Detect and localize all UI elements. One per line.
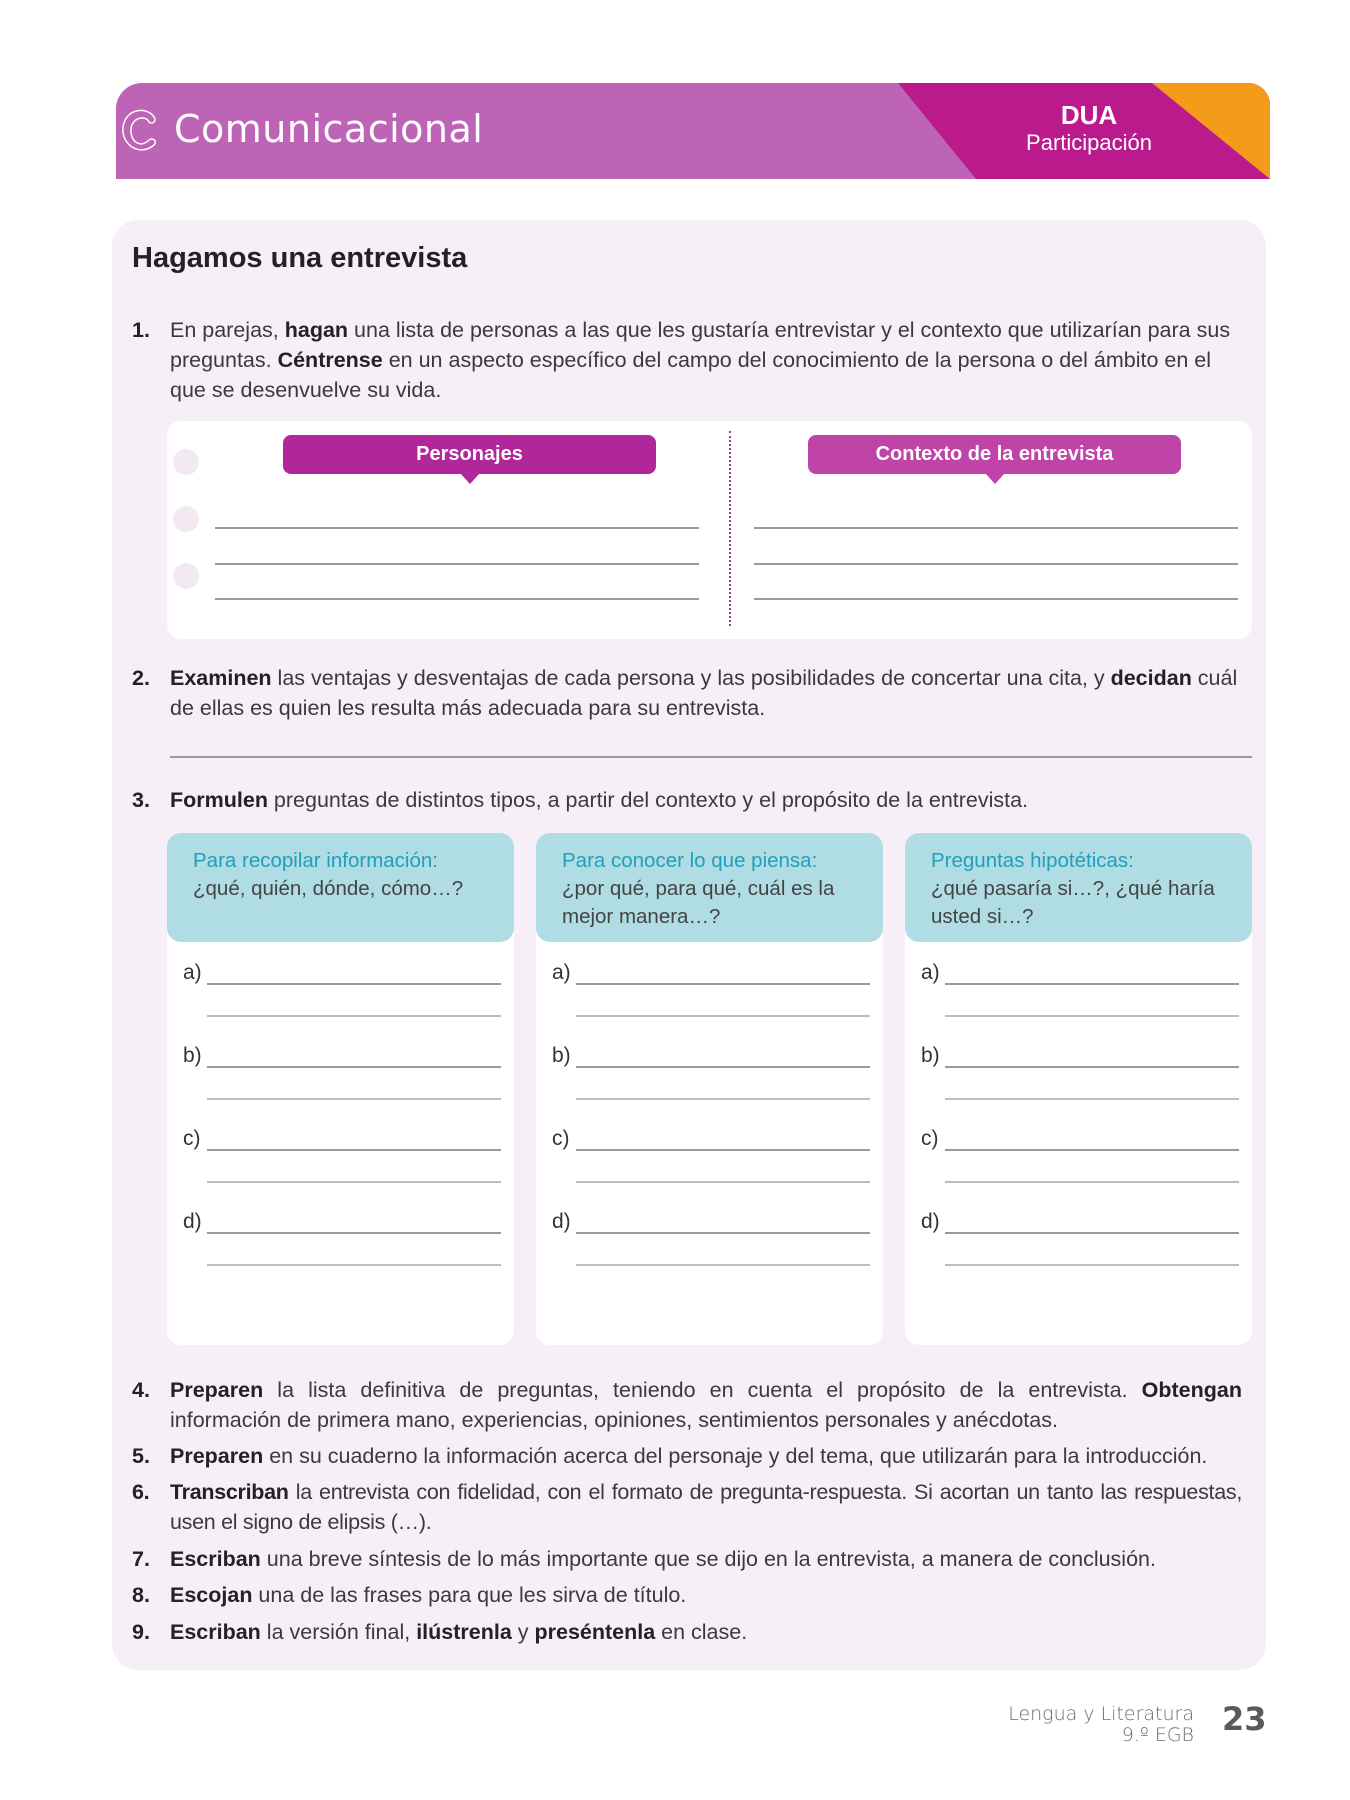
instruction-item-9	[132, 1617, 1242, 1647]
answer-line[interactable]	[576, 1181, 870, 1183]
answer-label: c)	[552, 1127, 570, 1150]
bold-verb: preséntenla	[534, 1620, 656, 1644]
item-number: 3.	[132, 788, 150, 812]
card-title: Para conocer lo que piensa:	[562, 849, 818, 872]
item-text: Escojan una de las frases para que les sirva de título.	[170, 1583, 687, 1607]
answer-line[interactable]	[576, 1149, 870, 1151]
answer-line[interactable]	[945, 1232, 1239, 1234]
decorative-dot	[173, 506, 199, 532]
item-text: Escriban la versión final, ilústrenla y preséntenla en clase.	[170, 1620, 748, 1644]
answer-line[interactable]	[576, 1066, 870, 1068]
item-number: 2.	[132, 666, 150, 690]
instruction-item-5	[132, 1441, 1242, 1471]
answer-label: a)	[921, 961, 940, 984]
answer-line[interactable]	[945, 1066, 1239, 1068]
answer-label: a)	[183, 961, 202, 984]
banner-title: Comunicacional	[174, 107, 484, 151]
item-text: Escriban una breve síntesis de lo más importante que se dijo en la entrevista, a manera de conclusión.	[170, 1547, 1156, 1571]
bold-verb: Preparen	[170, 1444, 264, 1468]
item-text: En parejas, hagan una lista de personas a las que les gustaría entrevistar y el contexto que utilizarían para sus preguntas. Céntrense en un aspecto específico del campo del conocimiento de la persona o del ámbito en el que se desenvuelve su vida.	[170, 318, 1231, 402]
decision-answer-line[interactable]	[170, 756, 1252, 758]
card-subtitle: ¿por qué, para qué, cuál es la mejor manera…?	[562, 877, 835, 928]
answer-line[interactable]	[207, 1015, 501, 1017]
dua-title: DUA	[1060, 100, 1118, 130]
answer-label: c)	[183, 1127, 201, 1150]
answer-line[interactable]	[945, 1181, 1239, 1183]
section-banner	[116, 83, 1270, 179]
dua-subtitle: Participación	[1026, 130, 1152, 155]
item-number: 1.	[132, 318, 150, 342]
personajes-contexto-table	[167, 421, 1252, 639]
contexto-line-3[interactable]	[754, 598, 1238, 600]
card-header	[905, 833, 1252, 942]
answer-line[interactable]	[945, 1264, 1239, 1266]
bold-verb: Escriban	[170, 1547, 261, 1571]
answer-label: d)	[183, 1210, 202, 1233]
instruction-item-2	[132, 663, 1242, 723]
item-number: 4.	[132, 1378, 150, 1402]
bold-verb: ilústrenla	[416, 1620, 512, 1644]
c-logo-icon	[118, 103, 162, 159]
dua-label	[1026, 101, 1152, 157]
contexto-header: Contexto de la entrevista	[808, 435, 1181, 474]
card-subtitle: ¿qué, quién, dónde, cómo…?	[193, 877, 464, 900]
item-number: 6.	[132, 1480, 150, 1504]
answer-line[interactable]	[207, 1066, 501, 1068]
bold-verb: decidan	[1110, 666, 1192, 690]
answer-line[interactable]	[207, 1181, 501, 1183]
answer-line[interactable]	[207, 1149, 501, 1151]
bold-verb: Formulen	[170, 788, 268, 812]
answer-line[interactable]	[207, 1232, 501, 1234]
answer-line[interactable]	[945, 1149, 1239, 1151]
instruction-item-6	[132, 1477, 1242, 1537]
question-card-recopilar	[167, 833, 514, 1345]
subject-label: Lengua y Literatura	[1008, 1703, 1194, 1725]
page-number: 23	[1222, 1700, 1267, 1738]
question-card-piensa	[536, 833, 883, 1345]
contexto-line-1[interactable]	[754, 527, 1238, 529]
bold-verb: Escriban	[170, 1620, 261, 1644]
answer-line[interactable]	[576, 1015, 870, 1017]
bold-verb: Obtengan	[1141, 1378, 1242, 1402]
answer-label: d)	[552, 1210, 571, 1233]
item-number: 8.	[132, 1583, 150, 1607]
answer-label: b)	[552, 1044, 571, 1067]
answer-line[interactable]	[576, 983, 870, 985]
card-header	[536, 833, 883, 942]
question-card-hipoteticas	[905, 833, 1252, 1345]
answer-label: c)	[921, 1127, 939, 1150]
instruction-item-4	[132, 1375, 1242, 1435]
answer-line[interactable]	[207, 1098, 501, 1100]
answer-line[interactable]	[945, 983, 1239, 985]
grade-label: 9.º EGB	[1121, 1724, 1194, 1746]
item-text: Preparen la lista definitiva de preguntas, teniendo en cuenta el propósito de la entrevista. Obtengan información de primera mano, experiencias, opiniones, sentimientos personales y anécdotas.	[170, 1378, 1242, 1432]
personajes-header: Personajes	[283, 435, 656, 474]
answer-line[interactable]	[576, 1098, 870, 1100]
answer-label: b)	[921, 1044, 940, 1067]
answer-line[interactable]	[945, 1098, 1239, 1100]
activity-title: Hagamos una entrevista	[132, 242, 468, 274]
item-text: Formulen preguntas de distintos tipos, a partir del contexto y el propósito de la entrevista.	[170, 788, 1029, 812]
answer-line[interactable]	[207, 1264, 501, 1266]
card-header	[167, 833, 514, 942]
answer-line[interactable]	[945, 1015, 1239, 1017]
instruction-item-8	[132, 1580, 1242, 1610]
decorative-dot	[173, 449, 199, 475]
answer-label: b)	[183, 1044, 202, 1067]
bold-verb: Transcriban	[170, 1480, 289, 1504]
card-title: Para recopilar información:	[193, 849, 438, 872]
answer-line[interactable]	[576, 1232, 870, 1234]
item-text: Examinen las ventajas y desventajas de cada persona y las posibilidades de concertar una cita, y decidan cuál de ellas es quien les resulta más adecuada para su entrevista.	[170, 666, 1238, 720]
bold-verb: Escojan	[170, 1583, 253, 1607]
decorative-dot	[173, 563, 199, 589]
answer-line[interactable]	[207, 983, 501, 985]
answer-label: d)	[921, 1210, 940, 1233]
item-number: 7.	[132, 1547, 150, 1571]
personaje-line-2[interactable]	[215, 563, 699, 565]
bold-verb: Céntrense	[277, 348, 383, 372]
page-footer	[1008, 1704, 1194, 1746]
bold-verb: Examinen	[170, 666, 272, 690]
answer-label: a)	[552, 961, 571, 984]
column-divider	[729, 431, 731, 626]
instruction-item-3	[132, 785, 1242, 815]
instruction-item-7	[132, 1544, 1242, 1574]
item-text: Transcriban la entrevista con fidelidad, con el formato de pregunta-respuesta. Si acortan un tanto las respuestas, usen el signo de elipsis (…).	[170, 1480, 1242, 1534]
personaje-line-3[interactable]	[215, 598, 699, 600]
card-subtitle: ¿qué pasaría si…?, ¿qué haría usted si…?	[931, 877, 1215, 928]
bold-verb: Preparen	[170, 1378, 264, 1402]
bold-verb: hagan	[284, 318, 349, 342]
answer-line[interactable]	[576, 1264, 870, 1266]
item-text: Preparen en su cuaderno la información acerca del personaje y del tema, que utilizarán para la introducción.	[170, 1444, 1208, 1468]
activity-panel	[112, 220, 1266, 1670]
personaje-line-1[interactable]	[215, 527, 699, 529]
contexto-line-2[interactable]	[754, 563, 1238, 565]
card-title: Preguntas hipotéticas:	[931, 849, 1134, 872]
item-number: 5.	[132, 1444, 150, 1468]
item-number: 9.	[132, 1620, 150, 1644]
instruction-item-1	[132, 315, 1242, 405]
